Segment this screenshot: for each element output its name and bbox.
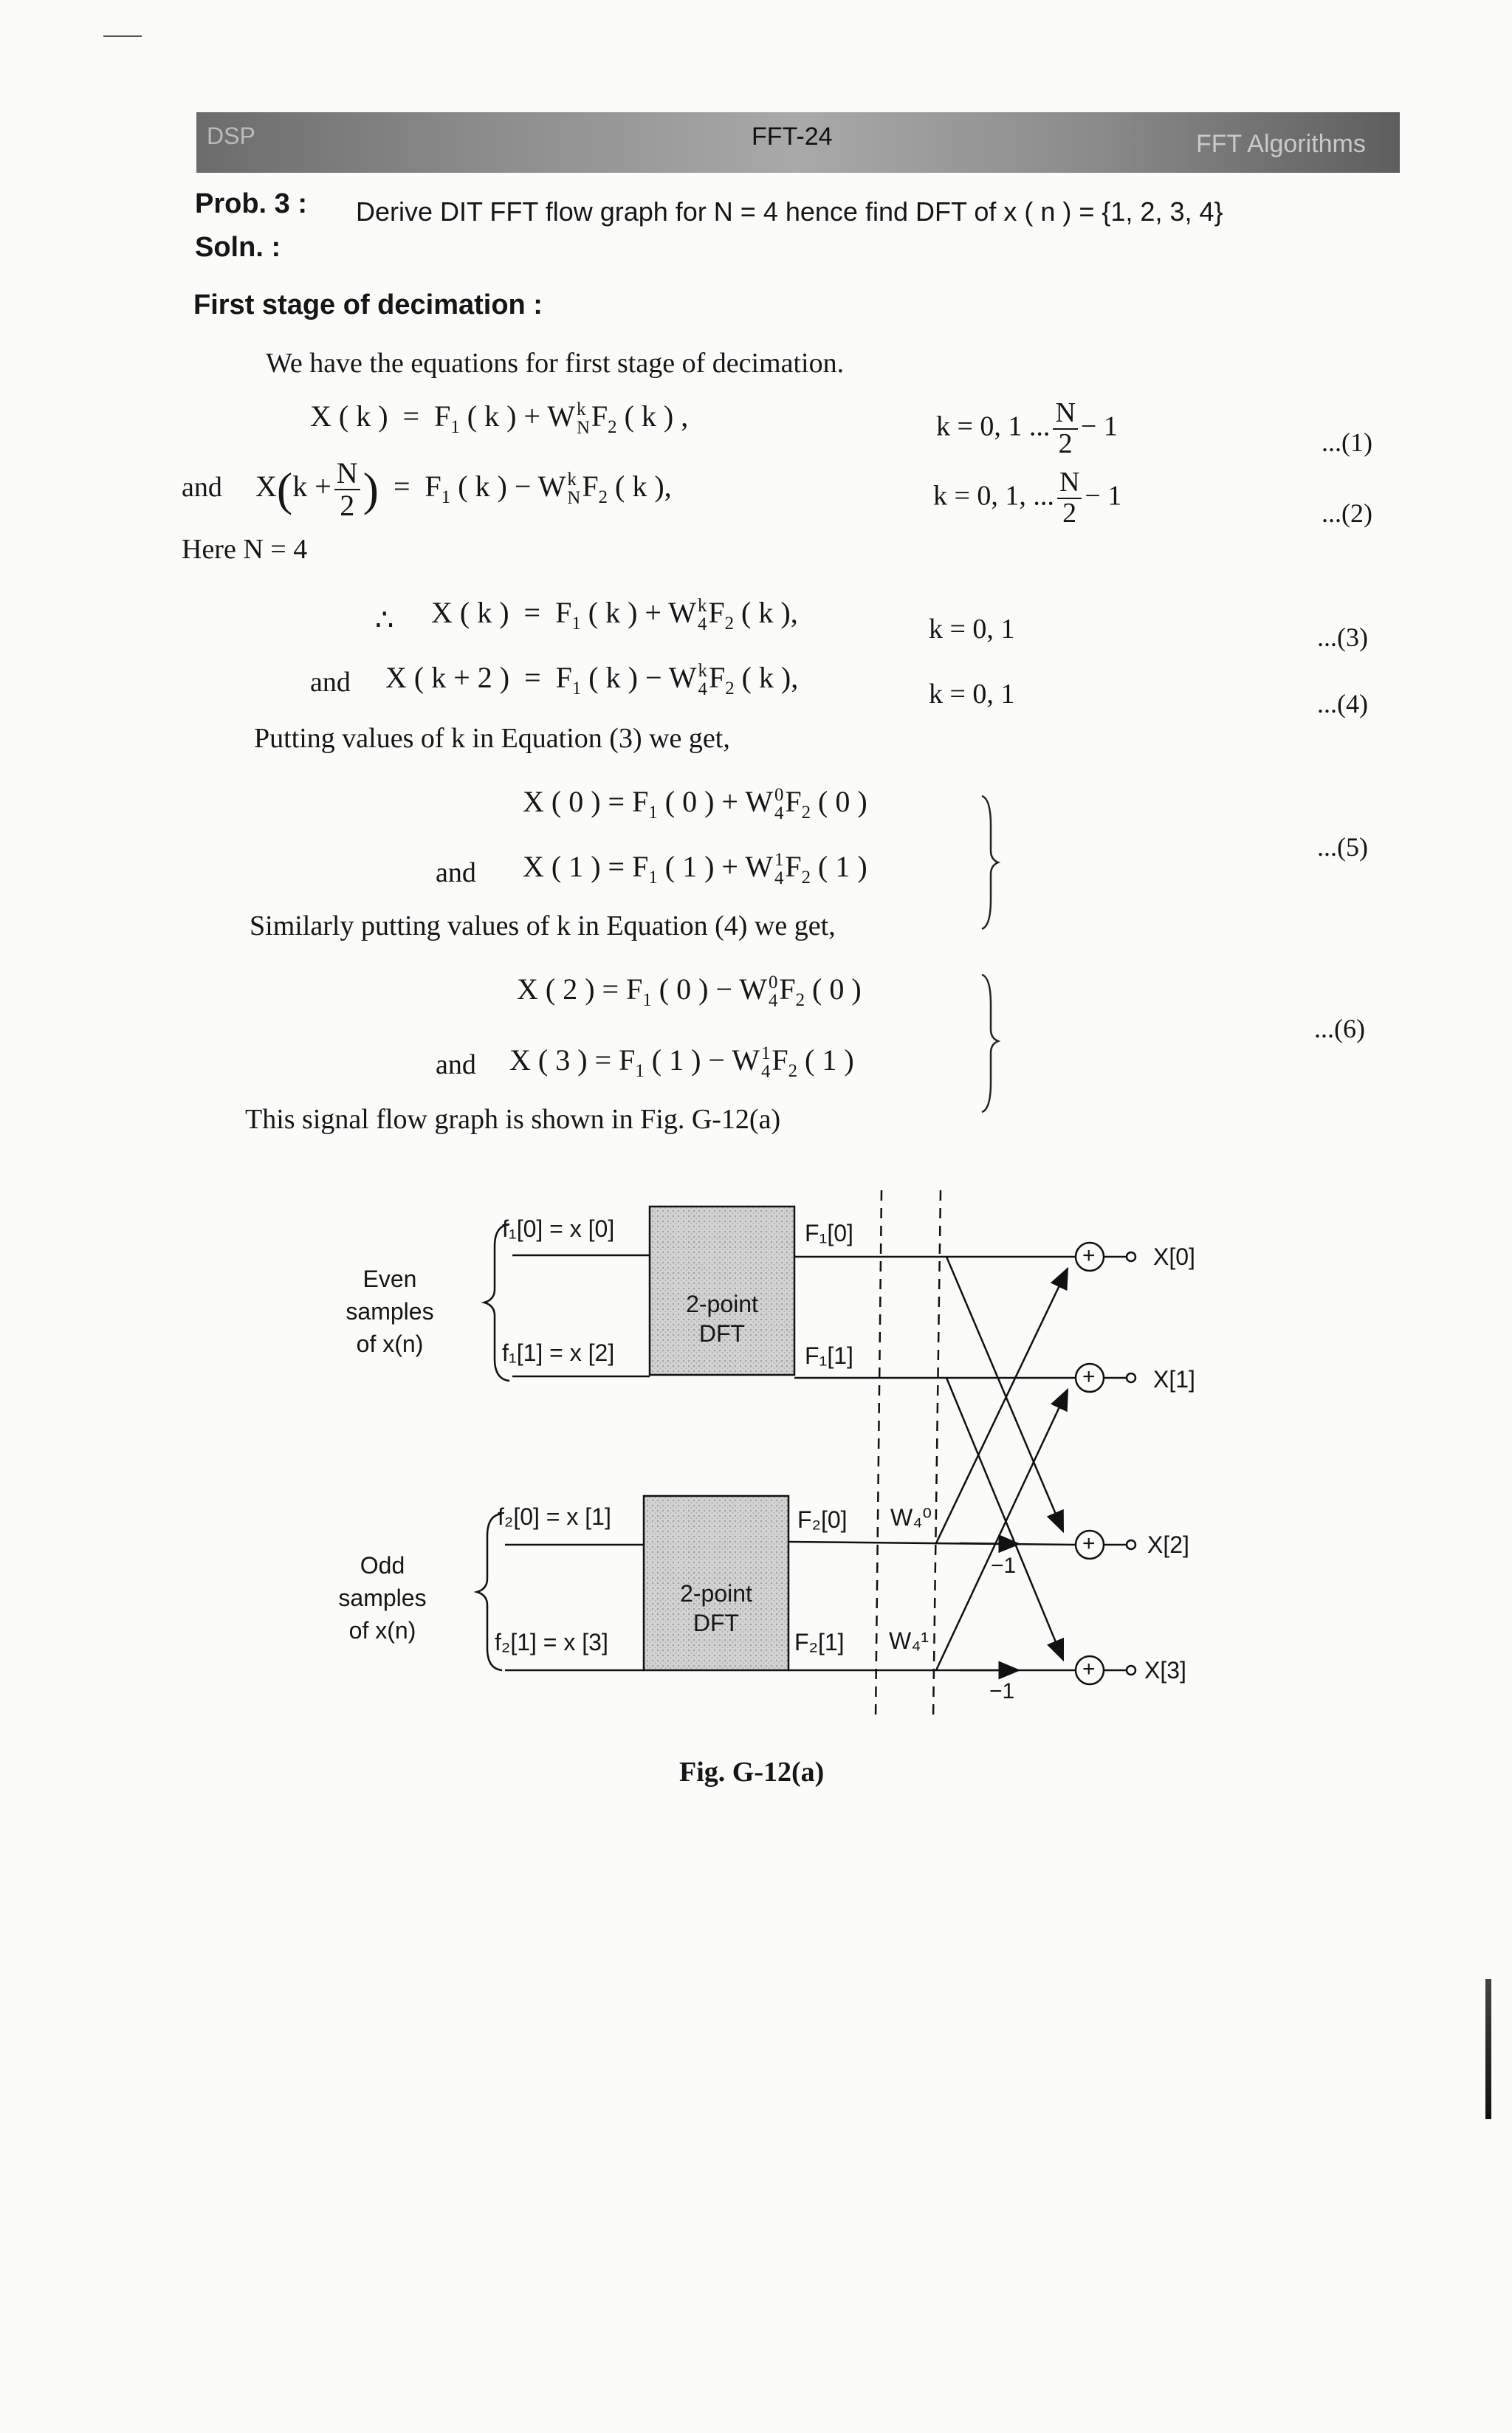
- paragraph-1: Putting values of k in Equation (3) we get,: [254, 723, 730, 754]
- therefore-symbol: ∴: [375, 603, 394, 636]
- equation-2-range: k = 0, 1, ... $\frac{N}{2}$ − 1: [933, 467, 1122, 529]
- output-F1-0: F₁[0]: [805, 1220, 853, 1246]
- paragraph-2: Similarly putting values of k in Equation (4) we get,: [250, 910, 836, 941]
- equation-4-range: k = 0, 1: [929, 679, 1015, 710]
- paragraph-3: This signal flow graph is shown in Fig. G-12(a): [245, 1104, 781, 1135]
- intro-text: We have the equations for first stage of decimation.: [266, 348, 845, 379]
- header-right: FFT Algorithms: [1196, 130, 1366, 158]
- equation-2: X(k + $\frac{N}{2}$ ) = $F_1$ ( k ) − W k N $F_2$ ( k ),: [255, 456, 672, 522]
- input-f2-1: f₂[1] = x [3]: [495, 1629, 608, 1655]
- and-label: and: [436, 857, 476, 888]
- equation-1: X ( k ) = $F_1$ ( k ) + W k N $F_2$ ( k ) ,: [310, 399, 689, 438]
- output-X3: X[3]: [1144, 1657, 1186, 1684]
- equation-3: X ( k ) = $F_1$ ( k ) + W k 4 $F_2$ ( k ),: [431, 596, 798, 634]
- output-F2-1: F₂[1]: [794, 1629, 845, 1655]
- dft-odd-label: 2-point DFT: [680, 1580, 752, 1636]
- and-label: and: [182, 472, 222, 503]
- and-label: and: [436, 1049, 476, 1080]
- header-left: DSP: [207, 123, 255, 149]
- input-f2-0: f₂[0] = x [1]: [498, 1503, 611, 1530]
- input-f1-0: f₁[0] = x [0]: [502, 1215, 615, 1242]
- eq-number-3: ...(3): [1317, 622, 1368, 652]
- output-F1-1: F₁[1]: [805, 1342, 853, 1369]
- header-page-number: FFT-24: [752, 123, 833, 151]
- here-n-text: Here N = 4: [182, 534, 308, 565]
- eq-number-1: ...(1): [1322, 428, 1372, 457]
- and-label: and: [310, 667, 351, 698]
- adder-sign: +: [1082, 1531, 1096, 1556]
- eq-number-2: ...(2): [1322, 498, 1372, 528]
- problem-text: Derive DIT FFT flow graph for N = 4 hence find DFT of x ( n ) = {1, 2, 3, 4}: [356, 196, 1223, 227]
- output-X0: X[0]: [1153, 1243, 1195, 1270]
- adder-sign: +: [1082, 1657, 1096, 1681]
- problem-label: Prob. 3 :: [195, 188, 308, 219]
- equation-5b: X ( 1 ) = $F_1$ ( 1 ) + W 1 4 $F_2$ ( 1 ): [523, 850, 867, 888]
- eq-number-5: ...(5): [1317, 832, 1368, 862]
- equation-5a: X ( 0 ) = $F_1$ ( 0 ) + W 0 4 $F_2$ ( 0 ): [523, 785, 867, 823]
- scan-edge: [1485, 1979, 1491, 2119]
- equation-1-range: k = 0, 1 ... $\frac{N}{2}$ − 1: [936, 397, 1118, 459]
- output-X2: X[2]: [1147, 1531, 1189, 1558]
- scan-mark: [103, 35, 142, 37]
- eq-number-4: ...(4): [1317, 689, 1368, 718]
- output-X1: X[1]: [1153, 1366, 1195, 1393]
- output-F2-0: F₂[0]: [797, 1506, 848, 1533]
- eq-number-6: ...(6): [1314, 1014, 1365, 1043]
- even-samples-label: Even samples of x(n): [346, 1266, 434, 1357]
- equation-6b: X ( 3 ) = $F_1$ ( 1 ) − W 1 4 $F_2$ ( 1 ): [509, 1043, 854, 1082]
- twiddle-w40: W₄⁰: [890, 1504, 932, 1531]
- odd-samples-label: Odd samples of x(n): [338, 1552, 427, 1644]
- adder-sign: +: [1082, 1365, 1096, 1389]
- figure-caption: Fig. G-12(a): [679, 1757, 825, 1788]
- twiddle-w41: W₄¹: [889, 1627, 929, 1654]
- input-f1-1: f₁[1] = x [2]: [502, 1339, 615, 1366]
- dft-even-label: 2-point DFT: [686, 1291, 758, 1347]
- equation-6a: X ( 2 ) = $F_1$ ( 0 ) − W 0 4 $F_2$ ( 0 ): [517, 972, 862, 1011]
- equation-4: X ( k + 2 ) = $F_1$ ( k ) − W k 4 $F_2$ ( k ),: [385, 661, 799, 699]
- equation-3-range: k = 0, 1: [929, 614, 1015, 645]
- soln-label: Soln. :: [195, 232, 281, 263]
- minus-one-label: −1: [989, 1679, 1015, 1703]
- section-heading: First stage of decimation :: [193, 289, 543, 320]
- minus-one-label: −1: [991, 1554, 1017, 1578]
- adder-sign: +: [1082, 1243, 1096, 1268]
